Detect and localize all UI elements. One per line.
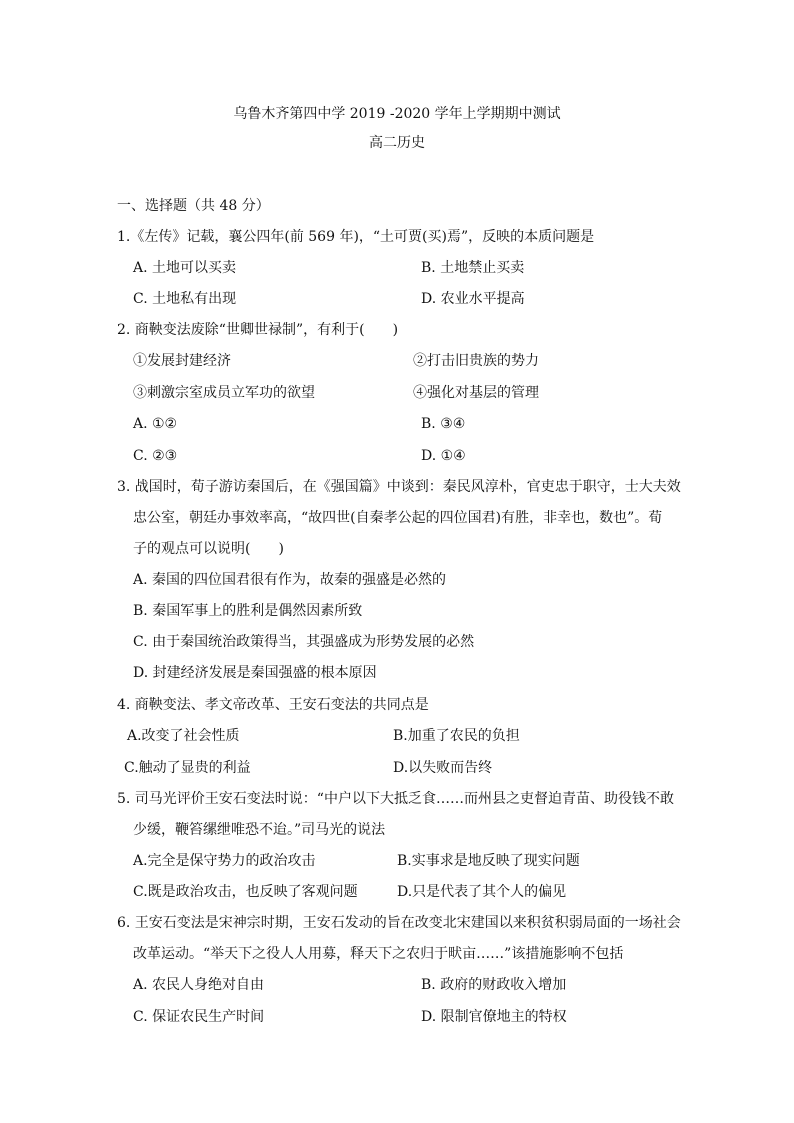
option-d: D. 农业水平提高 [421,291,525,307]
option-b: B. 土地禁止买卖 [421,260,525,276]
option-b: B.实事求是地反映了现实问题 [397,853,580,869]
question-stem: 1.《左传》记载，襄公四年(前 569 年)，“土可贾(买)焉”，反映的本质问题是 [117,229,595,245]
option-a: A.完全是保守势力的政治攻击 [133,853,316,869]
option-a: A. 土地可以买卖 [133,260,237,276]
question-stem: 改革运动。“举天下之役人人用募，释天下之农归于畎亩……”该措施影响不包括 [133,946,624,962]
option-c: C.既是政治攻击，也反映了客观问题 [133,884,358,900]
statement-item: ②打击旧贵族的势力 [413,353,539,369]
option-a: A. ①② [133,416,178,432]
option-d: D.只是代表了其个人的偏见 [397,884,567,900]
statement-item: ④强化对基层的管理 [413,385,539,401]
question-stem: 少缓，鞭笞缧绁唯恐不迨。”司马光的说法 [133,822,386,838]
option-d: D. ①④ [421,448,466,464]
option-b: B. 秦国军事上的胜利是偶然因素所致 [133,603,363,619]
option-d: D.以失败而告终 [393,760,493,776]
option-d: D. 封建经济发展是秦国强盛的根本原因 [133,665,377,681]
question-stem: 5. 司马光评价王安石变法时说：“中户以下大抵乏食……而州县之吏督迫青苗、助役钱不敢 [117,791,674,807]
statement-item: ①发展封建经济 [133,353,231,369]
statement-item: ③刺激宗室成员立军功的欲望 [133,385,315,401]
option-a: A. 农民人身绝对自由 [133,977,265,993]
question-stem: 子的观点可以说明( ) [133,541,284,557]
exam-title: 乌鲁木齐第四中学 2019 -2020 学年上学期期中测试 [233,106,561,122]
option-a: A.改变了社会性质 [127,728,240,744]
option-b: B. 政府的财政收入增加 [421,977,567,993]
option-b: B. ③④ [421,416,466,432]
option-b: B.加重了农民的负担 [393,728,520,744]
section-heading: 一、选择题（共 48 分） [117,198,270,214]
option-c: C. ②③ [133,448,178,464]
option-c: C. 土地私有出现 [133,291,237,307]
question-stem: 6. 王安石变法是宋神宗时期，王安石发动的旨在改变北宋建国以来积贫积弱局面的一场社会 [117,915,681,931]
question-stem: 4. 商鞅变法、孝文帝改革、王安石变法的共同点是 [117,697,429,713]
question-stem: 忠公室，朝廷办事效率高，“故四世(自秦孝公起的四位国君)有胜，非幸也，数也”。荀 [133,510,663,526]
option-d: D. 限制官僚地主的特权 [421,1009,567,1025]
option-c: C. 由于秦国统治政策得当，其强盛成为形势发展的必然 [133,634,475,650]
exam-subject: 高二历史 [369,135,425,151]
option-c: C. 保证农民生产时间 [133,1009,265,1025]
option-a: A. 秦国的四位国君很有作为，故秦的强盛是必然的 [133,572,447,588]
option-c: C.触动了显贵的利益 [124,760,251,776]
question-stem: 3. 战国时，荀子游访秦国后，在《强国篇》中谈到：秦民风淳朴，官吏忠于职守，士大夫效 [117,479,681,495]
question-stem: 2. 商鞅变法废除“世卿世禄制”，有利于( ) [117,322,399,338]
